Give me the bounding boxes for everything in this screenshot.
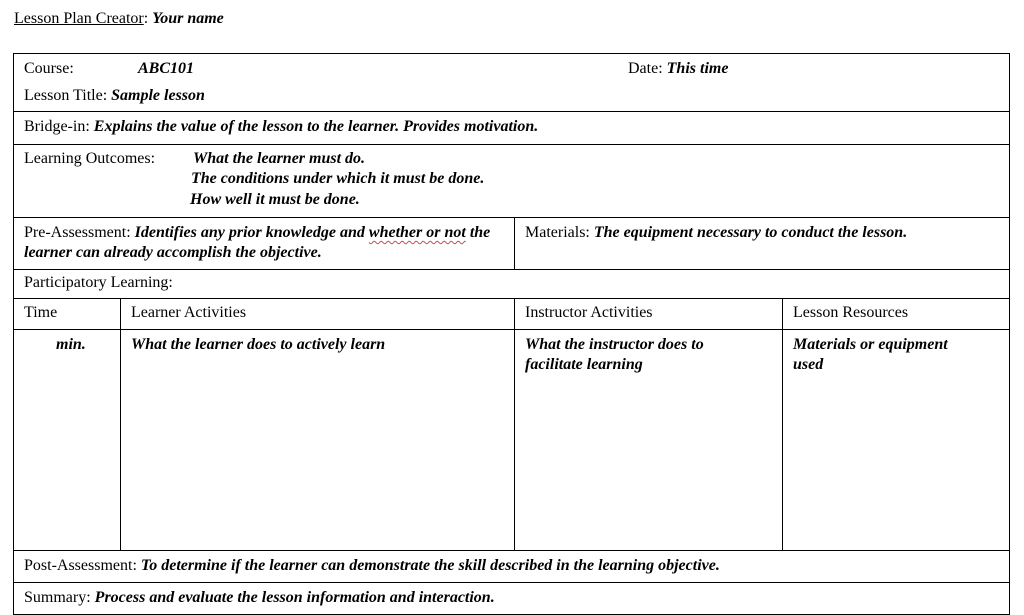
instructor-activities-value[interactable]: What the instructor does to facilitate learning bbox=[525, 336, 704, 373]
date-value[interactable]: This time bbox=[666, 60, 729, 77]
bridge-in-label: Bridge-in: bbox=[24, 118, 90, 135]
lesson-plan-table bbox=[13, 53, 1010, 615]
course-value[interactable]: ABC101 bbox=[138, 60, 195, 77]
post-assessment-row bbox=[14, 551, 1010, 583]
participatory-learning-label: Participatory Learning: bbox=[24, 274, 173, 291]
learning-outcomes-cell[interactable] bbox=[14, 145, 1010, 218]
learning-outcome-item[interactable]: How well it must be done. bbox=[190, 191, 360, 208]
lesson-title-value[interactable]: Sample lesson bbox=[111, 87, 205, 104]
pre-assessment-label: Pre-Assessment: bbox=[24, 224, 131, 241]
bridge-in-value[interactable]: Explains the value of the lesson to the learner. Provides motivation. bbox=[93, 118, 539, 135]
spellcheck-flagged-text[interactable]: whether or not bbox=[368, 224, 466, 241]
summary-row bbox=[14, 583, 1010, 615]
activity-header-row bbox=[14, 299, 1010, 330]
lesson-resources-header: Lesson Resources bbox=[783, 299, 1010, 330]
time-header: Time bbox=[14, 299, 121, 330]
summary-value[interactable]: Process and evaluate the lesson information and interaction. bbox=[94, 589, 495, 606]
creator-label: Lesson Plan Creator bbox=[14, 10, 144, 27]
materials-cell[interactable] bbox=[515, 218, 1010, 270]
instructor-activities-cell[interactable] bbox=[515, 330, 783, 551]
time-value[interactable]: min. bbox=[56, 336, 86, 353]
learner-activities-header: Learner Activities bbox=[121, 299, 515, 330]
pre-assessment-value-end[interactable]: the learner can already accomplish the objective. bbox=[24, 224, 491, 261]
date-field[interactable] bbox=[628, 59, 728, 79]
post-assessment-cell[interactable] bbox=[14, 551, 1010, 583]
creator-separator: : bbox=[143, 10, 149, 27]
post-assessment-value[interactable]: To determine if the learner can demonstrate the skill described in the learning objective. bbox=[140, 557, 720, 574]
course-row bbox=[14, 54, 1010, 112]
lesson-title-label: Lesson Title: bbox=[24, 87, 108, 104]
learning-outcomes-row bbox=[14, 145, 1010, 218]
lesson-resources-value[interactable]: Materials or equipment used bbox=[793, 336, 948, 373]
lesson-plan-creator-line bbox=[14, 9, 224, 29]
activity-body-row bbox=[14, 330, 1010, 551]
learning-outcome-item[interactable]: What the learner must do. bbox=[193, 150, 366, 167]
summary-cell[interactable] bbox=[14, 583, 1010, 615]
participatory-learning-cell[interactable] bbox=[14, 270, 1010, 299]
course-cell[interactable] bbox=[14, 54, 1010, 112]
time-cell[interactable] bbox=[14, 330, 121, 551]
course-label: Course: bbox=[24, 60, 74, 77]
date-label: Date: bbox=[628, 60, 663, 77]
participatory-learning-row bbox=[14, 270, 1010, 299]
learner-activities-value[interactable]: What the learner does to actively learn bbox=[131, 336, 386, 353]
learner-activities-cell[interactable] bbox=[121, 330, 515, 551]
summary-label: Summary: bbox=[24, 589, 91, 606]
learning-outcome-item[interactable]: The conditions under which it must be done. bbox=[191, 170, 485, 187]
lesson-title-field[interactable] bbox=[24, 86, 205, 106]
bridge-in-row bbox=[14, 112, 1010, 145]
instructor-activities-header: Instructor Activities bbox=[515, 299, 783, 330]
learning-outcomes-label: Learning Outcomes: bbox=[24, 150, 156, 167]
pre-assessment-row bbox=[14, 218, 1010, 270]
lesson-resources-cell[interactable] bbox=[783, 330, 1010, 551]
creator-value[interactable]: Your name bbox=[152, 10, 224, 27]
bridge-in-cell[interactable] bbox=[14, 112, 1010, 145]
materials-label: Materials: bbox=[525, 224, 590, 241]
materials-value[interactable]: The equipment necessary to conduct the lesson. bbox=[593, 224, 908, 241]
post-assessment-label: Post-Assessment: bbox=[24, 557, 137, 574]
pre-assessment-value-start[interactable]: Identifies any prior knowledge and bbox=[134, 224, 365, 241]
pre-assessment-cell[interactable] bbox=[14, 218, 515, 270]
